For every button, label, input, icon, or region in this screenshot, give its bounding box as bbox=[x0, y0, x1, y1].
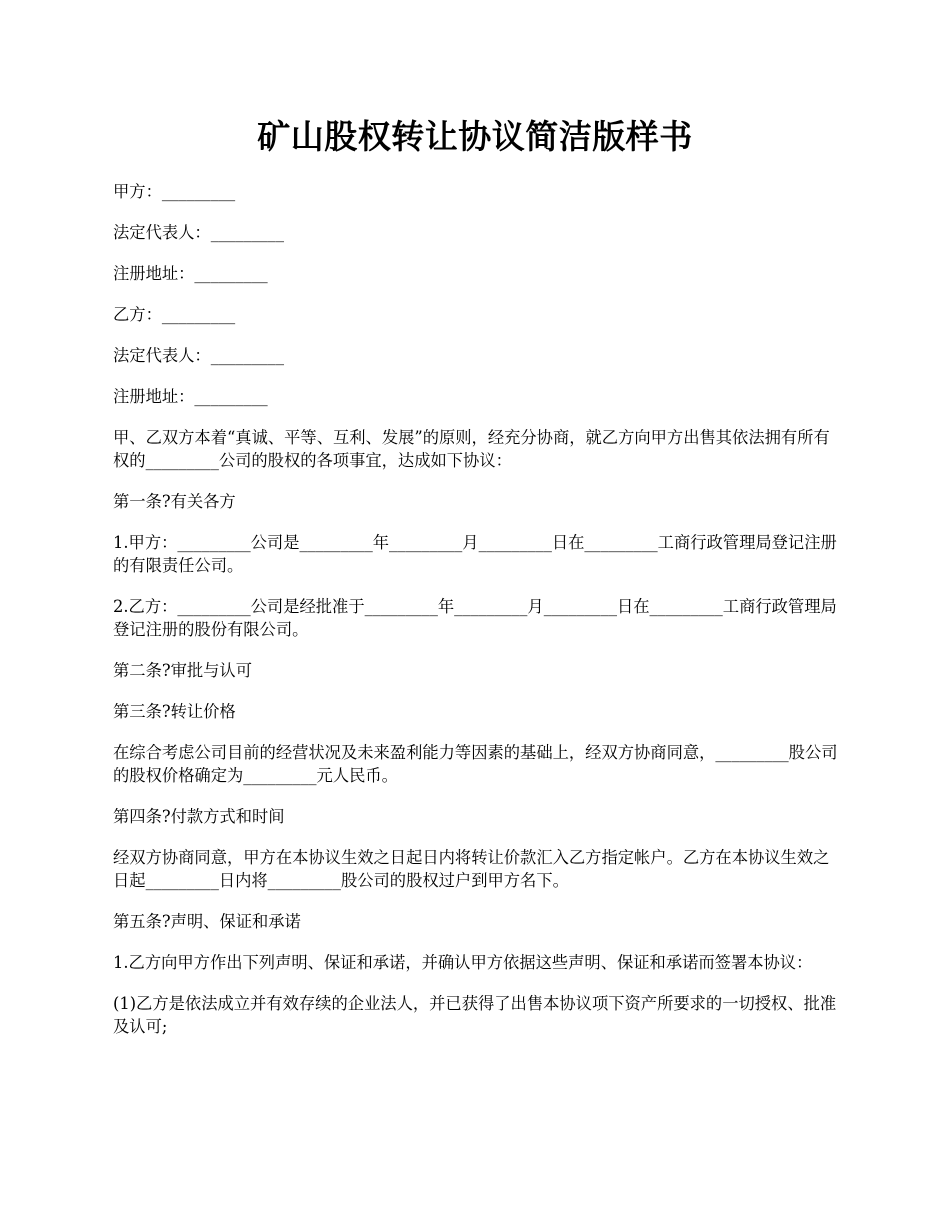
article-4-body: 经双方协商同意，甲方在本协议生效之日起日内将转让价款汇入乙方指定帐户。乙方在本协议生效之日起_________日内将_________股公司的股权过户到甲方名下。 bbox=[113, 848, 830, 890]
document-title: 矿山股权转让协议简洁版样书 bbox=[257, 117, 693, 156]
article-3-body: 在综合考虑公司目前的经营状况及未来盈利能力等因素的基础上，经双方协商同意，_________股公司的股权价格确定为_________元人民币。 bbox=[113, 743, 838, 785]
article-5-clause-1: 1.乙方向甲方作出下列声明、保证和承诺，并确认甲方依据这些声明、保证和承诺而签署本协议： bbox=[113, 953, 813, 972]
party-a-address-line: 注册地址：_________ bbox=[113, 264, 268, 283]
article-2-heading: 第二条?审批与认可 bbox=[113, 661, 252, 680]
party-b-line: 乙方：_________ bbox=[113, 305, 236, 324]
party-b-representative-line: 法定代表人：_________ bbox=[113, 346, 284, 365]
article-3-heading: 第三条?转让价格 bbox=[113, 702, 236, 721]
preamble-paragraph: 甲、乙双方本着“真诚、平等、互利、发展”的原则，经充分协商，就乙方向甲方出售其依法拥有所有权的_________公司的股权的各项事宜，达成如下协议： bbox=[113, 428, 830, 470]
party-a-representative-line: 法定代表人：_________ bbox=[113, 223, 284, 242]
article-1-heading: 第一条?有关各方 bbox=[113, 492, 236, 511]
party-a-line: 甲方：_________ bbox=[113, 182, 236, 201]
article-1-clause-1: 1.甲方：_________公司是_________年_________月_________日在_________工商行政管理局登记注册的有限责任公司。 bbox=[113, 533, 837, 575]
article-1-clause-2: 2.乙方：_________公司是经批准于_________年_________月_________日在_________工商行政管理局登记注册的股份有限公司。 bbox=[113, 597, 837, 639]
article-5-heading: 第五条?声明、保证和承诺 bbox=[113, 912, 301, 931]
article-4-heading: 第四条?付款方式和时间 bbox=[113, 807, 285, 826]
article-5-clause-1-item-1: (1)乙方是依法成立并有效存续的企业法人，并已获得了出售本协议项下资产所要求的一切授权、批准及认可; bbox=[113, 994, 837, 1036]
party-b-address-line: 注册地址：_________ bbox=[113, 387, 268, 406]
document-body bbox=[113, 180, 839, 1056]
